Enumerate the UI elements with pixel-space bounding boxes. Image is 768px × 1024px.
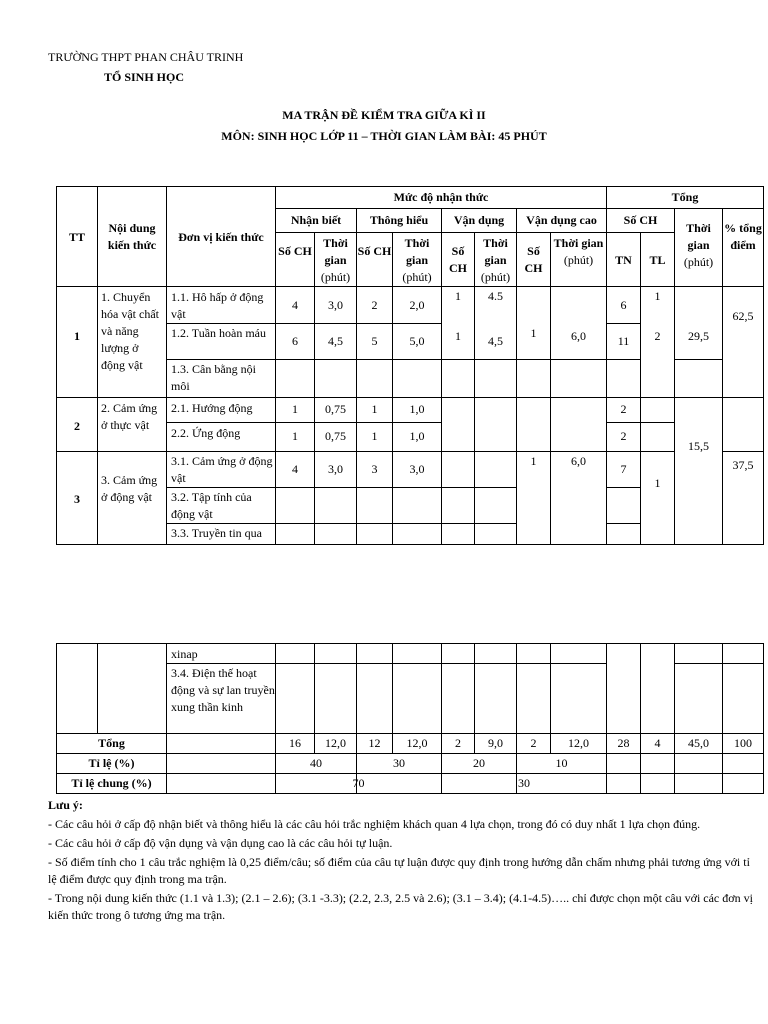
sec1-unit-2: 1.2. Tuần hoàn máu <box>171 326 267 340</box>
sec2-r2-nb-count: 1 <box>292 429 298 443</box>
sec1-r2-tl: 2 <box>654 329 661 343</box>
sec2-r2-nb-time: 0,75 <box>325 429 346 443</box>
ratio-row-label: Tỉ lệ (%) <box>88 756 135 770</box>
sec3-tt: 3 <box>74 492 80 506</box>
sec3-vdc-time: 6,0 <box>571 454 586 468</box>
vd-time-header: Thời gian (phút) <box>480 236 511 284</box>
sec3-unit-1: 3.1. Cảm ứng ở động vật <box>171 454 273 485</box>
note-item: - Các câu hỏi ở cấp độ vận dụng và vận dụng cao là các câu hỏi tự luận. <box>48 836 393 850</box>
sec1-vdc-time: 6,0 <box>571 329 586 343</box>
question-count-header: Số CH <box>623 213 658 227</box>
sec1-r1-vd-time: 4.5 <box>488 289 503 303</box>
sec3-unit-4: 3.4. Điện thế hoạt động và sự lan truyền xung thần kinh <box>171 666 275 714</box>
note-item: - Các câu hỏi ở cấp độ nhận biết và thông hiểu là các câu hỏi trắc nghiệm khách quan 4 lựa chọn, trong đó có duy nhất 1 lựa chọn đúng. <box>48 817 701 831</box>
total-vd-time: 9,0 <box>488 736 503 750</box>
high-application-header: Vận dụng cao <box>526 213 597 227</box>
sec3-unit-3b: xinap <box>171 647 198 661</box>
document-title: MA TRẬN ĐỀ KIỂM TRA GIỮA KÌ II <box>282 108 486 122</box>
total-tn: 28 <box>617 736 630 750</box>
sec2-r1-th-time: 1,0 <box>409 402 425 416</box>
total-tl: 4 <box>654 736 661 750</box>
sec1-r1-tn: 6 <box>620 298 627 312</box>
document-subtitle: MÔN: SINH HỌC LỚP 11 – THỜI GIAN LÀM BÀI: 45 PHÚT <box>221 129 547 143</box>
sec3-r1-th-time: 3,0 <box>409 462 425 476</box>
nb-time-header: Thời gian (phút) <box>320 236 351 284</box>
sec3-r1-nb-time: 3,0 <box>328 462 343 476</box>
sec1-vdc-count: 1 <box>530 326 537 340</box>
vdc-time-header: Thời gian (phút) <box>553 236 604 267</box>
notes-title: Lưu ý: <box>48 798 83 812</box>
total-th-time: 12,0 <box>406 736 428 750</box>
sec2-r2-th-count: 1 <box>371 429 378 443</box>
vdc-count-header: Số CH <box>524 244 543 275</box>
sec1-tt: 1 <box>74 329 80 343</box>
notes-section <box>48 797 760 924</box>
sec2-r1-nb-count: 1 <box>292 402 298 416</box>
col-tt-header: TT <box>68 230 85 244</box>
total-group-header: Tổng <box>671 190 699 204</box>
col-unit-header: Đơn vị kiến thức <box>178 230 264 244</box>
col-content-header: Nội dung kiến thức <box>107 221 157 252</box>
sec3-r1-tn: 7 <box>620 462 627 476</box>
sec1-content: 1. Chuyển hóa vật chất và năng lượng ở động vật <box>101 290 159 372</box>
time-total-header: Thời gian (phút) <box>683 221 714 269</box>
ratio-vd: 20 <box>473 756 485 770</box>
sec2-unit-1: 2.1. Hướng động <box>171 401 253 415</box>
overall-ratio-essay: 30 <box>518 776 530 790</box>
ratio-vdc: 10 <box>555 756 568 770</box>
sec2-r1-th-count: 1 <box>371 402 378 416</box>
sec3-r1-nb-count: 4 <box>292 462 298 476</box>
sec1-r1-nb-count: 4 <box>292 298 298 312</box>
sec1-r1-tl: 1 <box>654 289 661 303</box>
total-vdc-count: 2 <box>530 736 537 750</box>
th-count-header: Số CH <box>357 244 392 258</box>
ratio-th: 30 <box>393 756 405 770</box>
sec3-unit-2: 3.2. Tập tính của động vật <box>171 490 252 521</box>
total-row-label: Tổng <box>98 736 125 750</box>
cognitive-level-header: Mức độ nhận thức <box>393 190 489 204</box>
th-time-header: Thời gian (phút) <box>402 236 432 284</box>
sec2-r1-nb-time: 0,75 <box>325 402 346 416</box>
sec2-unit-2: 2.2. Ứng động <box>171 426 241 440</box>
total-percent: 100 <box>734 736 752 750</box>
total-nb-time: 12,0 <box>325 736 346 750</box>
sec1-percent: 62,5 <box>732 309 754 323</box>
tn-header: TN <box>615 253 632 267</box>
total-vd-count: 2 <box>455 736 461 750</box>
sec3-tl: 1 <box>654 476 661 490</box>
sec2-tt: 2 <box>74 419 80 433</box>
overall-ratio-label: Tỉ lệ chung (%) <box>71 776 152 790</box>
ratio-nb: 40 <box>310 756 322 770</box>
recognition-header: Nhận biết <box>290 213 342 227</box>
sec1-r2-vd-time: 4,5 <box>488 334 503 348</box>
sec2-r2-tn: 2 <box>620 429 627 443</box>
nb-count-header: Số CH <box>278 244 312 258</box>
sec1-r2-th-count: 5 <box>371 334 378 348</box>
sec3-r1-th-count: 3 <box>371 462 378 476</box>
sec3-vdc-count: 1 <box>530 454 537 468</box>
sec3-unit-3a: 3.3. Truyền tin qua <box>171 526 263 540</box>
note-item: - Số điểm tính cho 1 câu trắc nghiệm là 0,25 điểm/câu; số điểm của câu tự luận được quy định trong hướng dẫn chấm nhưng phải tương ứng với tỉ lệ điểm được quy định trong ma trận. <box>48 855 750 886</box>
percent-header: % tổng điểm <box>724 221 762 252</box>
comprehension-header: Thông hiểu <box>369 213 429 227</box>
sec1-r1-th-count: 2 <box>371 298 378 312</box>
sec1-time-total: 29,5 <box>688 329 709 343</box>
tl-header: TL <box>649 253 666 267</box>
sec1-r2-vd-count: 1 <box>455 329 461 343</box>
sec1-r1-vd-count: 1 <box>455 289 461 303</box>
sec1-r1-th-time: 2,0 <box>409 298 425 312</box>
note-item: - Trong nội dung kiến thức (1.1 và 1.3); (2.1 – 2.6); (3.1 -3.3); (2.2, 2.3, 2.5 và 2.6); (3.1 – 3.4); (4.1-4.5)….. chỉ được chọn một câu với các đơn vị kiến thức trong ô tương ứng ma trận. <box>48 891 753 922</box>
total-th-count: 12 <box>368 736 381 750</box>
application-header: Vận dụng <box>453 213 505 227</box>
sec2-r1-tn: 2 <box>620 402 627 416</box>
sec1-r2-nb-time: 4,5 <box>328 334 343 348</box>
sec1-r2-nb-count: 6 <box>292 334 298 348</box>
sec3-content: 3. Cảm ứng ở động vật <box>101 473 158 504</box>
sec2-time-total: 15,5 <box>688 439 709 453</box>
sec1-r2-th-time: 5,0 <box>409 334 425 348</box>
sec2-r2-th-time: 1,0 <box>409 429 425 443</box>
school-name: TRƯỜNG THPT PHAN CHÂU TRINH <box>48 50 244 64</box>
sec3-percent: 37,5 <box>732 458 754 472</box>
total-time: 45,0 <box>688 736 709 750</box>
sec1-r1-nb-time: 3,0 <box>328 298 343 312</box>
sec1-unit-3: 1.3. Cân bằng nội môi <box>171 362 256 393</box>
sec1-unit-1: 1.1. Hô hấp ở động vật <box>171 290 264 321</box>
total-vdc-time: 12,0 <box>568 736 589 750</box>
sec1-r2-tn: 11 <box>617 334 630 348</box>
vd-count-header: Số CH <box>449 244 467 275</box>
total-nb-count: 16 <box>289 736 301 750</box>
sec2-content: 2. Cảm ứng ở thực vật <box>101 401 158 432</box>
department-name: TỔ SINH HỌC <box>104 70 185 84</box>
overall-ratio-objective: 70 <box>352 776 365 790</box>
